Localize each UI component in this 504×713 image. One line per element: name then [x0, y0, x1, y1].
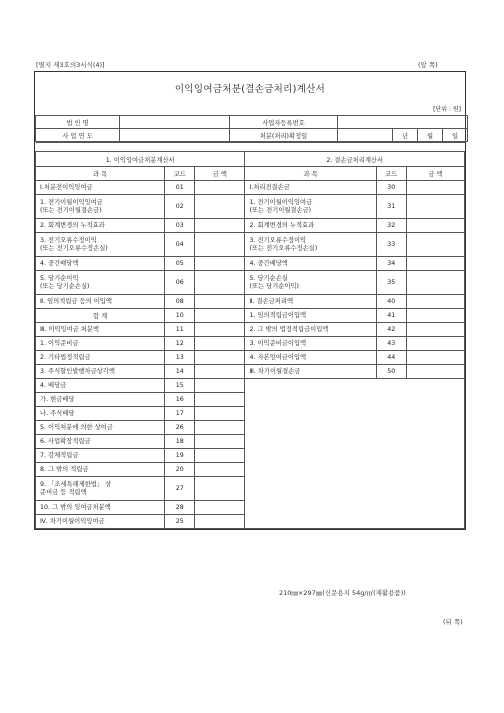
col-header-amount: 금 액 [406, 167, 464, 181]
row-code: 05 [165, 257, 195, 271]
row-item-label: 나. 주식배당 [36, 407, 165, 421]
statement-row [36, 351, 465, 365]
info-table [35, 115, 468, 142]
row-code: 02 [165, 195, 195, 219]
row-code: 30 [376, 181, 406, 195]
amount-field[interactable] [406, 365, 464, 379]
statement-row [36, 309, 465, 323]
amount-field[interactable] [195, 309, 245, 323]
section-retained-earnings-title: 1. 이익잉여금처분계산서 [36, 152, 245, 167]
row-item-label: 5. 당기순손실 (또는 당기순이익) [245, 271, 376, 295]
amount-field[interactable] [195, 379, 245, 393]
row-code: 01 [165, 181, 195, 195]
row-code: 06 [165, 271, 195, 295]
row-code: 17 [165, 407, 195, 421]
statement-row [36, 233, 465, 257]
biz-reg-field[interactable] [338, 116, 468, 129]
row-item-label: 2. 회계변경의 누적효과 [245, 219, 376, 233]
row-code: 28 [165, 501, 195, 515]
col-header-item: 과 목 [36, 167, 165, 181]
col-header-amount: 금 액 [195, 167, 245, 181]
fiscal-year-label: 사 업 연 도 [36, 129, 120, 142]
row-item-label: Ⅰ.처리전결손금 [245, 181, 376, 195]
row-item-label: 4. 배당금 [36, 379, 165, 393]
amount-field[interactable] [195, 271, 245, 295]
row-code: 31 [376, 195, 406, 219]
amount-field[interactable] [195, 295, 245, 309]
row-item-label: 1. 전기이월이익잉여금 (또는 전기이월결손금) [36, 195, 165, 219]
fiscal-year-field[interactable] [120, 129, 230, 142]
amount-field[interactable] [195, 351, 245, 365]
amount-field[interactable] [406, 351, 464, 365]
page-side-back: (뒤 쪽) [443, 618, 463, 626]
row-item-label: 3. 주식할인발행차금상각액 [36, 365, 165, 379]
row-item-label: 3. 전기오류수정이익 (또는 전기오류수정손실) [36, 233, 165, 257]
row-code: 19 [165, 449, 195, 463]
statement-row [36, 365, 465, 379]
amount-field[interactable] [406, 195, 464, 219]
month-label: 월 [418, 129, 443, 142]
section-deficit-title: 2. 결손금처리계산서 [245, 152, 465, 167]
row-item-label: Ⅲ. 차기이월결손금 [245, 365, 376, 379]
row-code: 13 [165, 351, 195, 365]
form [34, 71, 466, 530]
row-item-label: 1. 임의적립금이입액 [245, 309, 376, 323]
amount-field[interactable] [195, 449, 245, 463]
amount-field[interactable] [406, 271, 464, 295]
row-code: 50 [376, 365, 406, 379]
amount-field[interactable] [195, 435, 245, 449]
row-item-label: 4. 중간배당액 [245, 257, 376, 271]
amount-field[interactable] [195, 477, 245, 501]
row-code: 11 [165, 323, 195, 337]
amount-field[interactable] [406, 337, 464, 351]
row-item-label: Ⅱ. 임의적립금 등의 이입액 [36, 295, 165, 309]
row-code: 08 [165, 295, 195, 309]
row-code: 18 [165, 435, 195, 449]
row-item-label: Ⅰ.처분전이익잉여금 [36, 181, 165, 195]
row-item-label: 7. 감채적립금 [36, 449, 165, 463]
row-item-label: 4. 자본잉여금이입액 [245, 351, 376, 365]
statement-row [36, 195, 465, 219]
row-code: 27 [165, 477, 195, 501]
col-header-code: 코드 [376, 167, 406, 181]
statement-row [36, 323, 465, 337]
row-item-label: 4. 중간배당액 [36, 257, 165, 271]
form-title: 이익잉여금처분(결손금처리)계산서 [174, 84, 326, 95]
row-item-label: 9. 「조세특례제한법」 상 준비금 등 적립액 [36, 477, 165, 501]
amount-field[interactable] [195, 337, 245, 351]
row-item-label: Ⅳ. 차기이월이익잉여금 [36, 515, 165, 529]
corp-name-field[interactable] [120, 116, 230, 129]
statement-table [35, 142, 465, 529]
row-item-label: 6. 사업확장적립금 [36, 435, 165, 449]
row-code: 33 [376, 233, 406, 257]
amount-field[interactable] [195, 323, 245, 337]
statement-row [36, 295, 465, 309]
row-code: 14 [165, 365, 195, 379]
col-header-code: 코드 [165, 167, 195, 181]
amount-field[interactable] [195, 365, 245, 379]
spacer-row [36, 143, 465, 152]
amount-field[interactable] [195, 393, 245, 407]
amount-field[interactable] [195, 463, 245, 477]
row-code: 41 [376, 309, 406, 323]
unit-label: [단위 : 원] [433, 106, 461, 113]
row-code: 44 [376, 351, 406, 365]
amount-field[interactable] [406, 181, 464, 195]
row-item-label: Ⅲ. 이익잉여금 처분액 [36, 323, 165, 337]
row-item-label: 2. 기타법정적립금 [36, 351, 165, 365]
empty-area [245, 379, 465, 529]
row-code: 12 [165, 337, 195, 351]
row-code: 03 [165, 219, 195, 233]
amount-field[interactable] [195, 181, 245, 195]
row-code: 16 [165, 393, 195, 407]
row-item-label: 5. 이익처분에 의한 상여금 [36, 421, 165, 435]
disposal-date-label: 처분(처리)확정일 [230, 129, 338, 142]
row-code: 26 [165, 421, 195, 435]
row-item-label: 합 계 [36, 309, 165, 323]
amount-field[interactable] [195, 219, 245, 233]
row-code: 10 [165, 309, 195, 323]
row-item-label: 1. 전기이월이익잉여금 (또는 전기이월결손금) [245, 195, 376, 219]
amount-field[interactable] [195, 195, 245, 219]
row-code: 34 [376, 257, 406, 271]
col-header-item: 과 목 [245, 167, 376, 181]
disposal-year-field[interactable] [338, 129, 393, 142]
amount-field[interactable] [195, 257, 245, 271]
statement-row [36, 219, 465, 233]
row-item-label: 5. 당기순이익 (또는 당기순손실) [36, 271, 165, 295]
form-number: [별지 제3호의3서식(4)] [36, 61, 105, 69]
biz-reg-label: 사업자등록번호 [230, 116, 338, 129]
row-item-label: Ⅱ. 결손금처리액 [245, 295, 376, 309]
year-label: 년 [393, 129, 418, 142]
amount-field[interactable] [406, 257, 464, 271]
amount-field[interactable] [406, 295, 464, 309]
statement-row [36, 379, 465, 393]
amount-field[interactable] [406, 323, 464, 337]
row-code: 15 [165, 379, 195, 393]
row-item-label: 2. 그 밖의 법정적립금이입액 [245, 323, 376, 337]
amount-field[interactable] [406, 233, 464, 257]
amount-field[interactable] [406, 309, 464, 323]
row-code: 04 [165, 233, 195, 257]
row-item-label: 3. 이익준비금이입액 [245, 337, 376, 351]
statement-row [36, 257, 465, 271]
amount-field[interactable] [195, 501, 245, 515]
row-item-label: 3. 전기오류수정이익 (또는 전기오류수정손실) [245, 233, 376, 257]
amount-field[interactable] [195, 407, 245, 421]
row-code: 43 [376, 337, 406, 351]
page-side-front: (앞 쪽) [418, 61, 438, 69]
row-code: 42 [376, 323, 406, 337]
statement-row [36, 181, 465, 195]
row-item-label: 2. 회계변경의 누적효과 [36, 219, 165, 233]
row-code: 35 [376, 271, 406, 295]
row-item-label: 10. 그 밖의 잉여금처분액 [36, 501, 165, 515]
row-item-label: 8. 그 밖의 적립금 [36, 463, 165, 477]
row-code: 20 [165, 463, 195, 477]
row-item-label: 가. 현금배당 [36, 393, 165, 407]
amount-field[interactable] [195, 421, 245, 435]
row-item-label: 1. 이익준비금 [36, 337, 165, 351]
corp-name-label: 법 인 명 [36, 116, 120, 129]
row-code: 32 [376, 219, 406, 233]
amount-field[interactable] [195, 515, 245, 529]
statement-row [36, 337, 465, 351]
amount-field[interactable] [195, 233, 245, 257]
amount-field[interactable] [406, 219, 464, 233]
row-code: 25 [165, 515, 195, 529]
paper-spec: 210㎜×297㎜(신문용지 54g/㎡(재활용품)) [279, 589, 406, 597]
statement-row [36, 271, 465, 295]
row-code: 40 [376, 295, 406, 309]
day-label: 일 [443, 129, 468, 142]
